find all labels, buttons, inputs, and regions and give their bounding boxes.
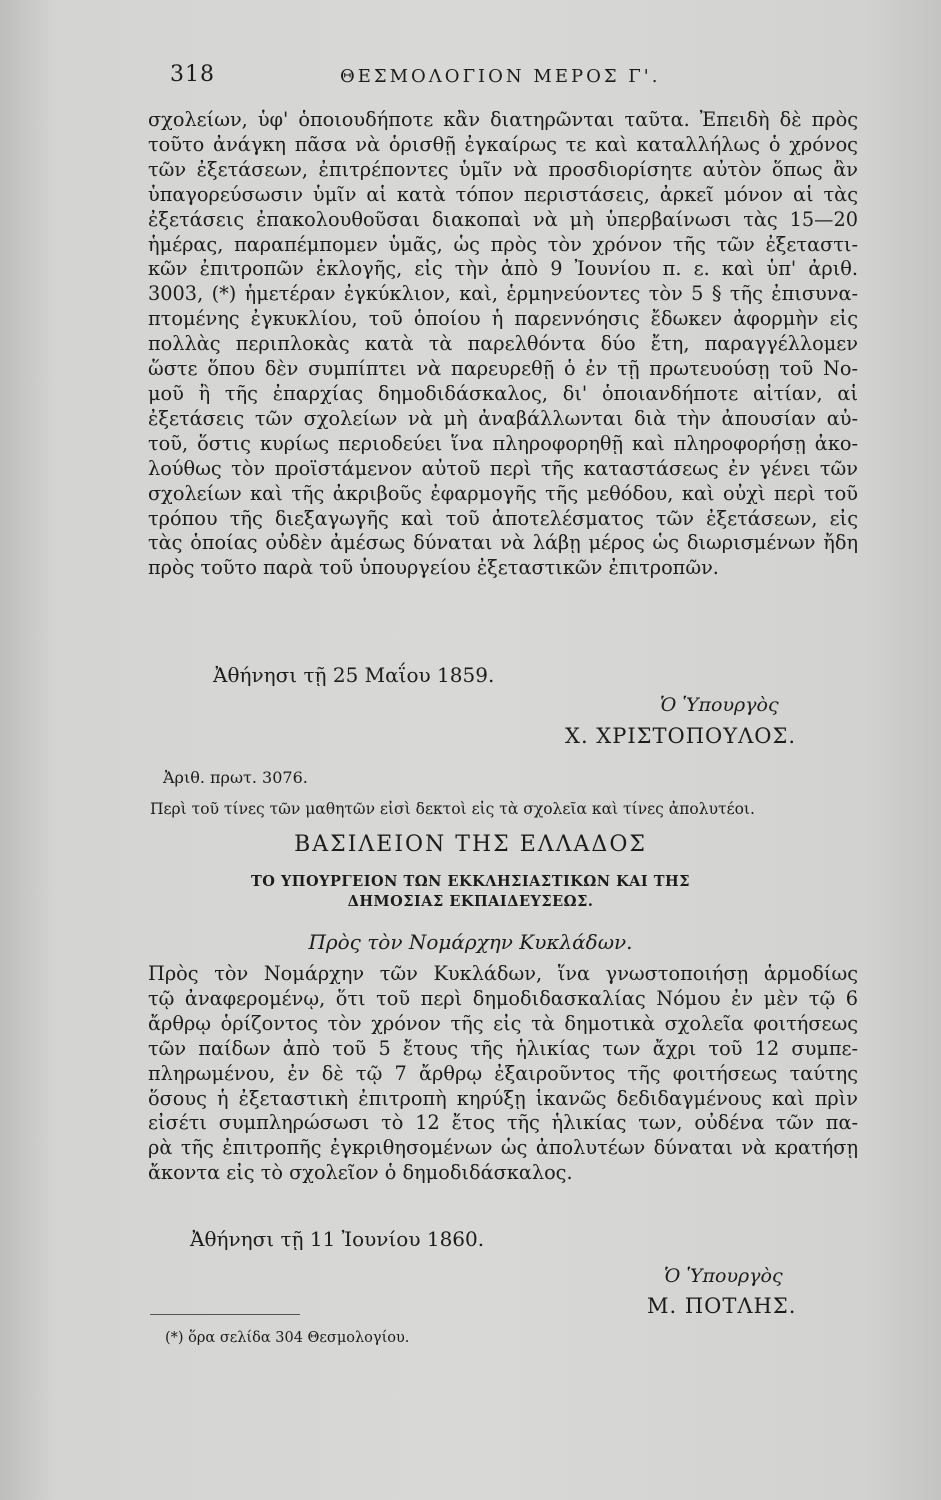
text-line: ἡμέρας, παραπέμπομεν ὑμᾶς, ὡς πρὸς τὸν χρόνον τῆς τῶν ἐξεταστι-	[148, 232, 858, 256]
circular1-signature-title: Ὁ Ὑπουργὸς	[660, 694, 779, 716]
circular1-date: Ἀθήνησι τῇ 25 Μαΐου 1859.	[213, 663, 495, 687]
text-line: ὅσους ἡ ἐξεταστικὴ ἐπιτροπὴ κηρύξῃ ἱκανῶς δεδιδαγμένους καὶ πρὶν	[148, 1086, 858, 1110]
circular1-signature-name: Χ. ΧΡΙΣΤΟΠΟΥΛΟΣ.	[565, 724, 797, 748]
text-line: Πρὸς τὸν Νομάρχην τῶν Κυκλάδων, ἵνα γνωστοποιήσῃ ἁρμοδίως	[148, 962, 858, 985]
running-head: ΘΕΣΜΟΛΟΓΙΟΝ ΜΕΡΟΣ Γ'.	[340, 66, 661, 87]
text-line: ἄκοντα εἰς τὸ σχολεῖον ὁ δημοδιδάσκαλος.	[148, 1161, 573, 1185]
circular2-signature-title: Ὁ Ὑπουργὸς	[664, 1265, 783, 1287]
circular2-body	[148, 962, 858, 1186]
footnote-divider	[150, 1314, 300, 1315]
protocol-number: Ἀριθ. πρωτ. 3076.	[163, 768, 308, 787]
text-line: σχολείων καὶ τῆς ἀκριβοῦς ἐφαρμογῆς τῆς μεθόδου, καὶ οὐχὶ περὶ τοῦ	[148, 481, 858, 505]
addressee: Πρὸς τὸν Νομάρχην Κυκλάδων.	[308, 930, 633, 954]
text-line: κῶν ἐπιτροπῶν ἐκλογῆς, εἰς τὴν ἀπὸ 9 Ἰουνίου π. ε. καὶ ὑπ' ἀριθ.	[148, 257, 858, 281]
text-line: σχολείων, ὑφ' ὁποιουδήποτε κἂν διατηρῶνται ταῦτα. Ἐπειδὴ δὲ πρὸς	[148, 108, 858, 131]
text-line: τῶν παίδων ἀπὸ τοῦ 5 ἔτους τῆς ἡλικίας των ἄχρι τοῦ 12 συμπε-	[148, 1036, 858, 1060]
circular2-signature-name: Μ. ΠΟΤΛΗΣ.	[647, 1294, 797, 1318]
text-line: πτομένης ἐγκυκλίου, τοῦ ὁποίου ἡ παρεννόησις ἔδωκεν ἀφορμὴν εἰς	[148, 307, 858, 331]
text-line: ὑπαγορεύσωσιν ὑμῖν αἱ κατὰ τόπον περιστάσεις, ἀρκεῖ μόνον αἱ τὰς	[148, 182, 858, 206]
circular2-subject: Περὶ τοῦ τίνες τῶν μαθητῶν εἰσὶ δεκτοὶ εἰς τὰ σχολεῖα καὶ τίνες ἀπολυτέοι.	[150, 800, 755, 818]
text-line: πολλὰς περιπλοκὰς κατὰ τὰ παρελθόντα δύο ἔτη, παραγγέλλομεν	[148, 332, 858, 356]
text-line: ἐξετάσεις ἐπακολουθοῦσαι διακοπαὶ νὰ μὴ ὑπερβαίνωσι τὰς 15—20	[148, 207, 858, 231]
text-line: εἰσέτι συμπληρώσωσι τὸ 12 ἔτος τῆς ἡλικίας των, οὐδένα τῶν πα-	[148, 1111, 858, 1135]
text-line: ἐξετάσεις τῶν σχολείων νὰ μὴ ἀναβάλλωνται διὰ τὴν ἀπουσίαν αὐ-	[148, 406, 858, 430]
text-line: τὰς ὁποίας οὐδὲν ἀμέσως δύναται νὰ λάβῃ μέρος ὡς διωρισμένων ἤδη	[148, 531, 858, 555]
text-line: ρὰ τῆς ἐπιτροπῆς ἐγκριθησομένων ὡς ἀπολυτέων δύναται νὰ κρατήσῃ	[148, 1136, 858, 1160]
footnote: (*) ὅρα σελίδα 304 Θεσμολογίου.	[165, 1330, 410, 1346]
text-line: πρὸς τοῦτο παρὰ τοῦ ὑπουργείου ἐξεταστικῶν ἐπιτροπῶν.	[148, 556, 719, 580]
text-line: ἄρθρῳ ὁρίζοντος τὸν χρόνον τῆς εἰς τὰ δημοτικὰ σχολεῖα φοιτήσεως	[148, 1011, 858, 1035]
text-line: πληρωμένου, ἐν δὲ τῷ 7 ἄρθρῳ ἐξαιροῦντος τῆς φοιτήσεως ταύτης	[148, 1061, 858, 1085]
circular1-body	[148, 108, 858, 581]
text-line: μοῦ ἢ τῆς ἐπαρχίας δημοδιδάσκαλος, δι' ὁποιανδήποτε αἰτίαν, αἱ	[148, 381, 858, 405]
text-line: ὥστε ὅπου δὲν συμπίπτει νὰ παρευρεθῇ ὁ ἐν τῇ πρωτευούσῃ τοῦ Νο-	[148, 357, 858, 381]
text-line: τοῦτο ἀνάγκη πᾶσα νὰ ὁρισθῇ ἐγκαίρως τε καὶ καταλλήλως ὁ χρόνος	[148, 132, 858, 156]
text-line: τρόπου τῆς διεξαγωγῆς καὶ τοῦ ἀποτελέσματος τῶν ἐξετάσεων, εἰς	[148, 506, 858, 530]
ministry-heading-line: ΔΗΜΟΣΙΑΣ ΕΚΠΑΙΔΕΥΣΕΩΣ.	[347, 893, 594, 910]
ministry-heading	[0, 872, 941, 912]
text-line: τῶν ἐξετάσεων, ἐπιτρέποντες ὑμῖν νὰ προσδιορίσητε αὐτὸν ὅπως ἂν	[148, 157, 858, 181]
circular2-date: Ἀθήνησι τῇ 11 Ἰουνίου 1860.	[190, 1227, 485, 1251]
text-line: λούθως τὸν προϊστάμενον αὐτοῦ περὶ τῆς καταστάσεως ἐν γένει τῶν	[148, 456, 858, 480]
text-line: τῷ ἀναφερομένῳ, ὅτι τοῦ περὶ δημοδιδασκαλίας Νόμου ἐν μὲν τῷ 6	[148, 986, 858, 1010]
kingdom-heading: ΒΑΣΙΛΕΙΟΝ ΤΗΣ ΕΛΛΑΔΟΣ	[294, 832, 647, 857]
page-number: 318	[170, 62, 215, 87]
text-line: 3003, (*) ἡμετέραν ἐγκύκλιον, καὶ, ἑρμηνεύοντες τὸν 5 § τῆς ἐπισυνα-	[148, 282, 858, 306]
ministry-heading-line: ΤΟ ΥΠΟΥΡΓΕΙΟΝ ΤΩΝ ΕΚΚΛΗΣΙΑΣΤΙΚΩΝ ΚΑΙ ΤΗΣ	[250, 873, 690, 890]
page-header	[150, 62, 870, 92]
text-line: τοῦ, ὅστις κυρίως περιοδεύει ἵνα πληροφορηθῇ καὶ πληροφορήσῃ ἀκο-	[148, 431, 858, 455]
